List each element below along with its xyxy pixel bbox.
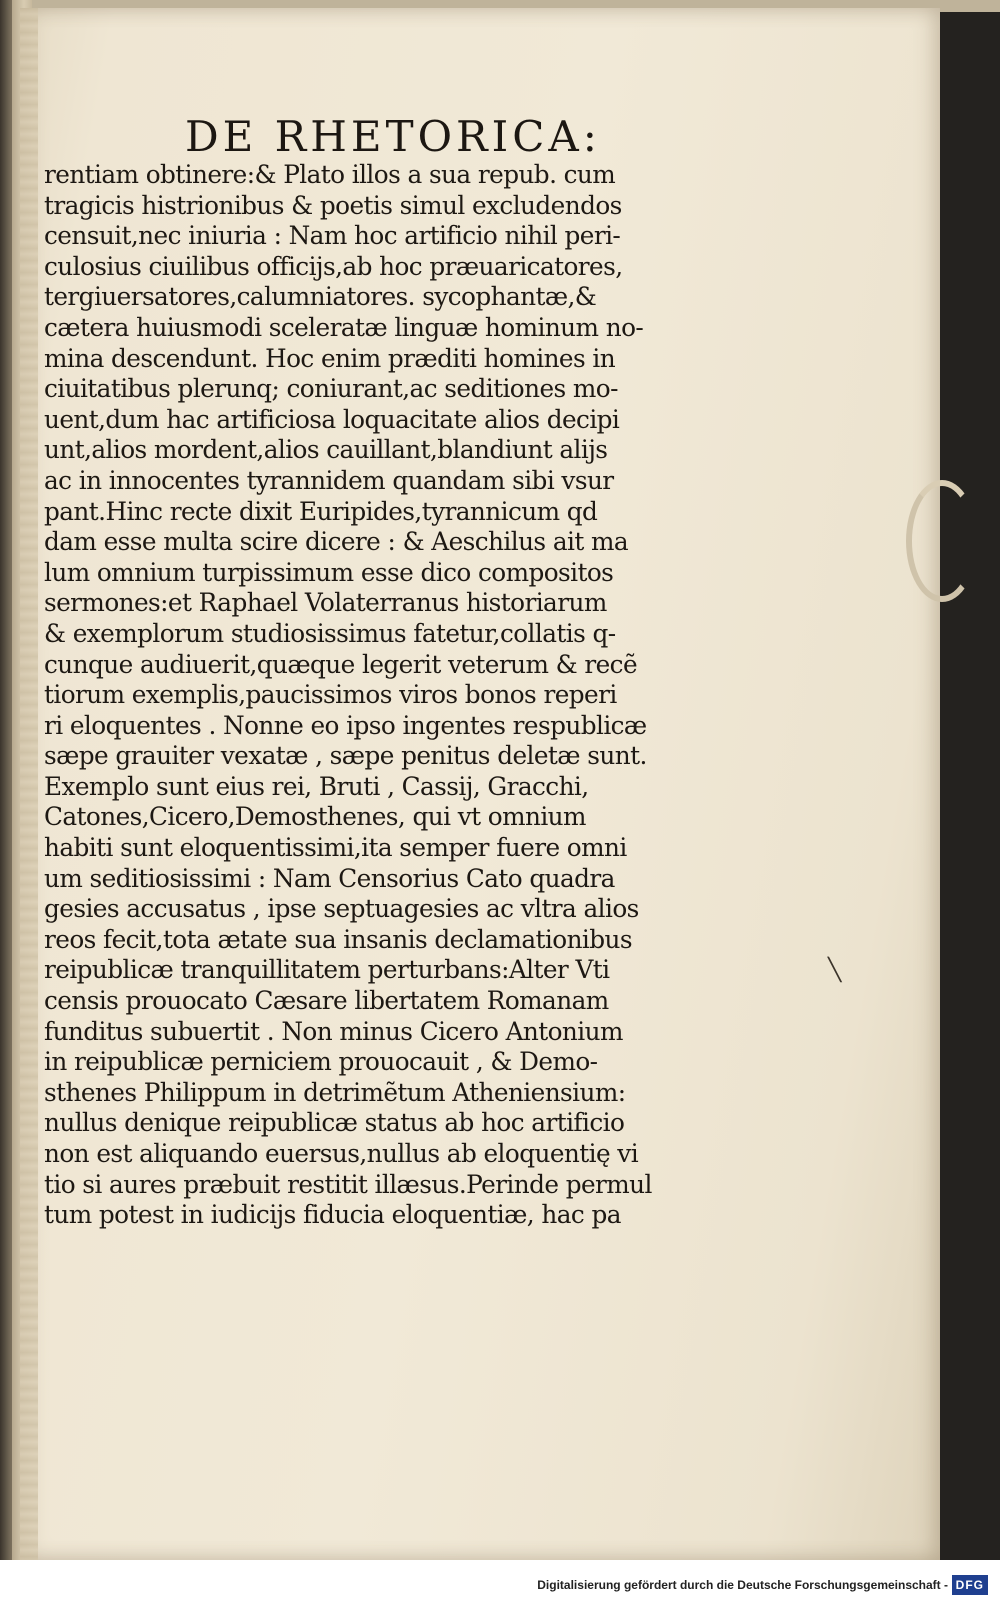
text-line: habiti sunt eloquentissimi,ita semper fuere omni [44,833,627,864]
text-line: uent,dum hac artificiosa loquacitate alios decipi [44,404,620,435]
text-line: tum potest in iudicijs fiducia eloquentiæ, hac pa [44,1200,621,1231]
running-head: DE RHETORICA: [185,112,601,161]
text-line: sermones:et Raphael Volaterranus historiarum [44,588,607,619]
text-line: Exemplo sunt eius rei, Bruti , Cassij, Gracchi, [44,771,589,802]
text-line: rentiam obtinere:& Plato illos a sua repub. cum [44,160,616,190]
text-line: unt,alios mordent,alios cauillant,blandiunt alijs [44,435,608,466]
text-line: dam esse multa scire dicere : & Aeschilus ait ma [44,527,629,558]
text-line: nullus denique reipublicæ status ab hoc artificio [44,1108,625,1139]
text-line: censuit,nec iniuria : Nam hoc artificio nihil peri- [44,221,621,252]
text-line: tio si aures præbuit restitit illæsus.Perinde permul [44,1169,652,1200]
text-line: cætera huiusmodi sceleratæ linguæ hominum no- [44,312,644,343]
text-line: mina descendunt. Hoc enim præditi homines in [44,343,616,374]
text-line: tiorum exemplis,paucissimos viros bonos reperi [44,680,617,711]
text-line: funditus subuertit . Non minus Cicero Antonium [44,1016,623,1047]
text-line: non est aliquando euersus,nullus ab eloquentię vi [44,1139,639,1169]
text-line: Catones,Cicero,Demosthenes, qui vt omnium [44,802,586,833]
text-line: reos fecit,tota ætate sua insanis declamationibus [44,924,633,955]
text-line: lum omnium turpissimum esse dico compositos [44,557,614,588]
text-line: reipublicæ tranquillitatem perturbans:Alter Vti [44,955,610,986]
text-line: culosius ciuilibus officijs,ab hoc præuaricatores, [44,251,623,282]
ink-speck: ╲ [828,958,842,983]
text-line: tergiuersatores,calumniatores. sycophantæ,& [44,282,597,313]
text-line: censis prouocato Cæsare libertatem Romanam [44,986,609,1017]
text-line: in reipublicæ perniciem prouocauit , & Demo- [44,1047,598,1078]
text-line: ciuitatibus plerunq; coniurant,ac seditiones mo- [44,374,618,405]
page-gutter [20,8,38,1560]
text-line: um seditiosissimi : Nam Censorius Cato quadra [44,863,615,894]
text-line: gesies accusatus , ipse septuagesies ac vltra alios [44,894,639,925]
text-line: tragicis histrionibus & poetis simul excludendos [44,190,622,221]
text-line: pant.Hinc recte dixit Euripides,tyrannicum qd [44,496,598,527]
text-line: sæpe grauiter vexatæ , sæpe penitus deletæ sunt. [44,741,647,772]
page-text [44,160,724,1231]
text-line: sthenes Philippum in detrimẽtum Atheniensium: [44,1077,626,1108]
dfg-logo-icon: DFG [952,1575,988,1595]
text-line: & exemplorum studiosissimus fatetur,collatis q- [44,618,616,649]
text-line: ri eloquentes . Nonne eo ipso ingentes respublicæ [44,710,647,741]
text-line: cunque audiuerit,quæque legerit veterum & recẽ [44,649,638,680]
text-line: ac in innocentes tyrannidem quandam sibi vsur [44,465,614,496]
book-clasp [906,480,978,602]
footer-bar [0,1560,1000,1606]
footer-credit: Digitalisierung gefördert durch die Deutsche Forschungsgemeinschaft - [537,1578,948,1592]
